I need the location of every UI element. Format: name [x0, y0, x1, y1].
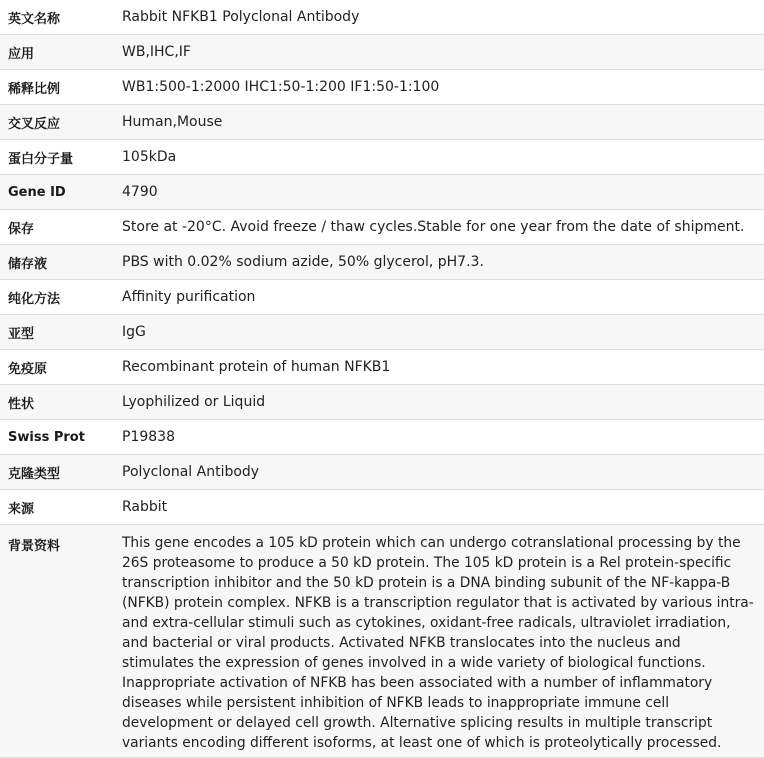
spec-value: 105kDa	[122, 149, 177, 165]
spec-label: 免疫原	[8, 361, 48, 377]
spec-label: 亚型	[8, 326, 35, 342]
spec-label: 性状	[8, 396, 35, 412]
spec-label: 交叉反应	[8, 116, 61, 132]
spec-value: Rabbit NFKB1 Polyclonal Antibody	[122, 9, 360, 25]
spec-value: Recombinant protein of human NFKB1	[122, 359, 391, 375]
spec-label: 稀释比例	[8, 81, 61, 97]
spec-label: 英文名称	[8, 11, 61, 27]
spec-row-isotype	[0, 315, 764, 350]
spec-row-purification	[0, 280, 764, 315]
spec-row-immunogen	[0, 350, 764, 385]
spec-value-background: This gene encodes a 105 kD protein which can undergo cotranslational processing by the 26S proteasome to produce a 50 kD protein. The 105 kD protein is a Rel protein-specific transcription inhibitor and the 50 kD protein is a DNA binding subunit of the NF-kappa-B (NFKB) protein complex. NFKB is a transcription regulator that is activated by various intra- and extra-cellular stimuli such as cytokines, oxidant-free radicals, ultraviolet irradiation, and bacterial or viral products. Activated NFKB translocates into the nucleus and stimulates the expression of genes involved in a wide variety of biological functions. Inappropriate activation of NFKB has been associated with a number of inflammatory diseases while persistent inhibition of NFKB leads to inappropriate immune cell development or delayed cell growth. Alternative splicing results in multiple transcript variants encoding different isoforms, at least one of which is proteolytically processed.	[122, 535, 754, 751]
spec-label: 背景资料	[8, 539, 61, 554]
spec-label: 克隆类型	[8, 466, 61, 482]
spec-label: 保存	[8, 221, 35, 237]
spec-row-storage	[0, 210, 764, 245]
spec-value: WB,IHC,IF	[122, 44, 191, 60]
spec-value: Affinity purification	[122, 289, 256, 305]
spec-row-cross-reactivity	[0, 105, 764, 140]
spec-row-host	[0, 490, 764, 525]
spec-value: PBS with 0.02% sodium azide, 50% glycerol, pH7.3.	[122, 254, 484, 270]
spec-value: P19838	[122, 429, 175, 445]
spec-value: Lyophilized or Liquid	[122, 394, 266, 410]
spec-row-background	[0, 525, 764, 758]
spec-label: 来源	[8, 501, 35, 517]
spec-label: 储存液	[8, 256, 48, 272]
spec-row-dilution	[0, 70, 764, 105]
spec-row-gene-id	[0, 175, 764, 210]
spec-row-english-name	[0, 0, 764, 35]
spec-value: 4790	[122, 184, 158, 200]
spec-value: Polyclonal Antibody	[122, 464, 260, 480]
spec-row-swiss-prot	[0, 420, 764, 455]
spec-row-clonality	[0, 455, 764, 490]
spec-row-molecular-weight	[0, 140, 764, 175]
spec-label: 应用	[8, 46, 35, 62]
spec-label: 蛋白分子量	[8, 151, 74, 167]
spec-value: Human,Mouse	[122, 114, 223, 130]
spec-label: 纯化方法	[8, 291, 61, 307]
spec-row-form	[0, 385, 764, 420]
spec-value: Rabbit	[122, 499, 168, 515]
spec-value: WB1:500-1:2000 IHC1:50-1:200 IF1:50-1:100	[122, 79, 440, 95]
spec-row-application	[0, 35, 764, 70]
spec-row-buffer	[0, 245, 764, 280]
spec-label: Swiss Prot	[8, 429, 85, 445]
spec-value: IgG	[122, 324, 146, 340]
spec-label: Gene ID	[8, 184, 66, 200]
spec-value: Store at -20°C. Avoid freeze / thaw cycles.Stable for one year from the date of shipment.	[122, 219, 745, 235]
